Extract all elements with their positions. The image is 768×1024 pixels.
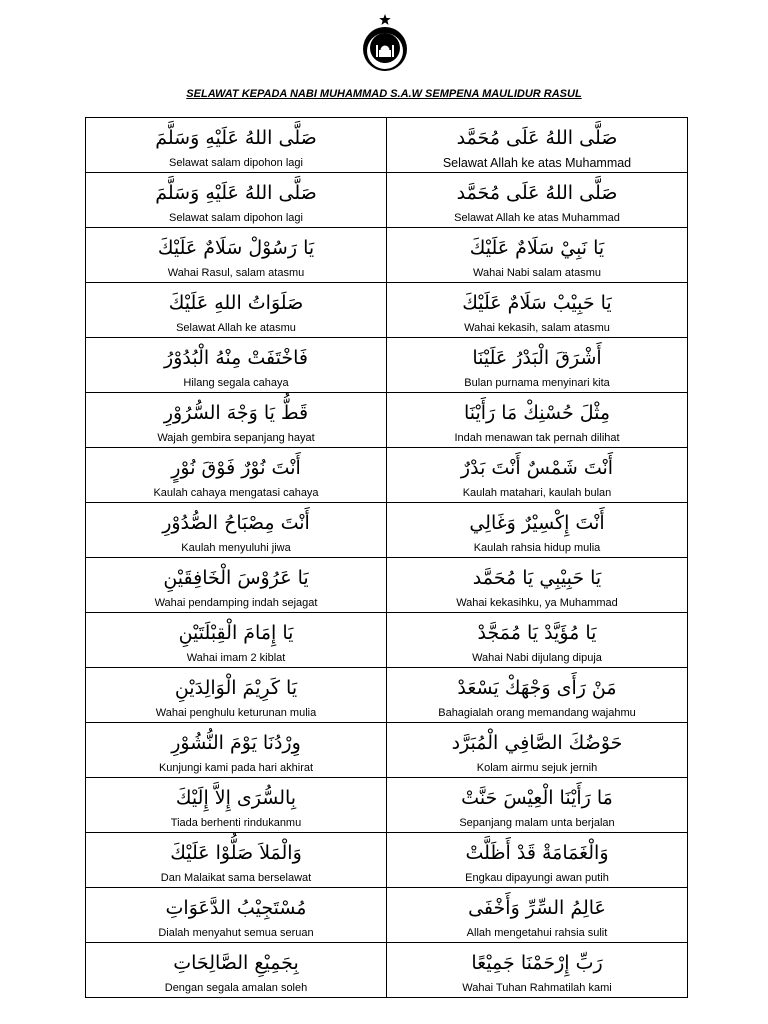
malay-translation: Kolam airmu sejuk jernih [476,762,598,774]
arabic-verse: يَا إِمَامَ الْقِبْلَتَيْنِ [178,622,294,644]
right-cell [387,723,688,778]
left-cell [86,118,387,173]
malay-translation: Kaulah matahari, kaulah bulan [462,487,612,499]
arabic-verse: فَاخْتَفَتْ مِنْهُ الْبُدُوْرُ [164,347,308,369]
left-cell [86,778,387,833]
arabic-verse: رَبِّ إِرْحَمْنَا جَمِيْعًا [471,952,603,974]
arabic-verse: صَلَّى اللهُ عَلَى مُحَمَّد [456,127,618,149]
left-cell [86,283,387,338]
malay-translation: Bulan purnama menyinari kita [464,377,610,389]
malay-translation: Dialah menyahut semua seruan [158,927,314,939]
right-cell [387,228,688,283]
left-cell [86,503,387,558]
left-cell [86,668,387,723]
malay-translation: Kaulah rahsia hidup mulia [473,542,601,554]
arabic-verse: قَطُّ يَا وَجْهَ السُّرُوْرِ [163,402,309,424]
arabic-verse: مُسْتَجِيْبُ الدَّعَوَاتِ [165,897,307,919]
arabic-verse: صَلَّى اللهُ عَلَيْهِ وَسَلَّمَ [155,127,317,149]
arabic-verse: وَالْغَمَامَةْ قَدْ أَظَلَّتْ [465,842,609,864]
malay-translation: Selawat salam dipohon lagi [169,212,303,224]
left-cell [86,833,387,888]
table-row [86,173,688,228]
malay-translation: Selawat Allah ke atasmu [176,322,296,334]
malay-translation: Kaulah menyuluhi jiwa [181,542,291,554]
crescent-star-mosque-emblem-icon [355,12,415,72]
left-cell [86,393,387,448]
arabic-verse: يَا كَرِيْمَ الْوَالِدَيْنِ [174,677,298,699]
right-cell [387,613,688,668]
arabic-verse: يَا عَرُوْسَ الْخَافِقَيْنِ [163,567,309,589]
table-row [86,228,688,283]
table-row [86,503,688,558]
table-row [86,283,688,338]
arabic-verse: يَا نَبِيْ سَلَامٌ عَلَيْكَ [469,237,605,259]
arabic-verse: عَالِمُ السِّرِّ وَأَخْفَى [468,897,606,919]
right-cell [387,338,688,393]
right-cell [387,118,688,173]
malay-translation: Wahai pendamping indah sejagat [154,597,318,609]
right-cell [387,778,688,833]
selawat-table [85,117,688,998]
malay-translation: Selawat salam dipohon lagi [169,157,303,169]
arabic-verse: أَنْتَ شَمْسٌ أَنْتَ بَدْرٌ [460,457,614,479]
table-row [86,668,688,723]
arabic-verse: بِالسُّرَى إِلاَّ إِلَيْكَ [175,787,297,809]
document-title: SELAWAT KEPADA NABI MUHAMMAD S.A.W SEMPENA MAULIDUR RASUL [186,88,582,100]
table-row [86,558,688,613]
arabic-verse: وَالْمَلاَ صَلُّوْا عَلَيْكَ [170,842,302,864]
malay-translation: Engkau dipayungi awan putih [465,872,609,884]
arabic-verse: بِجَمِيْعِ الصَّالِحَاتِ [173,952,299,974]
right-cell [387,173,688,228]
arabic-verse: يَا رَسُوْلْ سَلَامٌ عَلَيْكَ [157,237,315,259]
table-row [86,723,688,778]
table-row [86,338,688,393]
malay-translation: Indah menawan tak pernah dilihat [454,432,620,444]
left-cell [86,448,387,503]
arabic-verse: صَلَوَاتُ اللهِ عَلَيْكَ [168,292,304,314]
left-cell [86,613,387,668]
malay-translation: Kaulah cahaya mengatasi cahaya [153,487,319,499]
arabic-verse: يَا حَبِيْبْ سَلَامٌ عَلَيْكَ [462,292,612,314]
right-cell [387,833,688,888]
arabic-verse: مَا رَأَيْنَا الْعِيْسَ حَنَّتْ [461,787,613,809]
right-cell [387,283,688,338]
table-row [86,833,688,888]
malay-translation: Sepanjang malam unta berjalan [459,817,615,829]
table-row [86,118,688,173]
malay-translation: Wahai kekasihku, ya Muhammad [456,597,618,609]
right-cell [387,448,688,503]
left-cell [86,943,387,998]
arabic-verse: أَشْرَقَ الْبَدْرُ عَلَيْنَا [472,347,602,369]
malay-translation: Wahai imam 2 kiblat [186,652,286,664]
table-row [86,613,688,668]
malay-translation: Wahai Rasul, salam atasmu [167,267,305,279]
left-cell [86,173,387,228]
arabic-verse: يَا مُؤَيَّدْ يَا مُمَجَّدْ [477,622,597,644]
right-cell [387,888,688,943]
table-row [86,888,688,943]
right-cell [387,393,688,448]
arabic-verse: صَلَّى اللهُ عَلَيْهِ وَسَلَّمَ [155,182,317,204]
table-row [86,448,688,503]
malay-translation: Wahai Nabi dijulang dipuja [472,652,602,664]
right-cell [387,668,688,723]
malay-translation: Tiada berhenti rindukanmu [170,817,302,829]
left-cell [86,558,387,613]
arabic-verse: يَا حَبِيْبِي يَا مُحَمَّد [472,567,602,589]
left-cell [86,888,387,943]
malay-translation: Dengan segala amalan soleh [164,982,308,994]
arabic-verse: حَوْضُكَ الصَّافِي الْمُبَرَّد [451,732,623,754]
arabic-verse: مِثْلَ حُسْنِكْ مَا رَأَيْنَا [463,402,611,424]
malay-translation: Wajah gembira sepanjang hayat [157,432,315,444]
arabic-verse: مَنْ رَأَى وَجْهَكْ يَسْعَدْ [457,677,617,699]
right-cell [387,943,688,998]
malay-translation: Dan Malaikat sama berselawat [160,872,312,884]
arabic-verse: أَنْتَ إِكْسِيْرٌ وَغَالِي [469,512,605,534]
malay-translation: Wahai kekasih, salam atasmu [464,322,610,334]
malay-translation: Wahai Nabi salam atasmu [473,267,601,279]
arabic-verse: صَلَّى اللهُ عَلَى مُحَمَّد [456,182,618,204]
table-row [86,943,688,998]
arabic-verse: أَنْتَ نُوْرٌ فَوْقَ نُوْرٍ [171,457,301,479]
arabic-verse: وِرْدُنَا يَوْمَ النُّشُوْرِ [171,732,301,754]
left-cell [86,228,387,283]
malay-translation: Allah mengetahui rahsia sulit [466,927,608,939]
left-cell [86,338,387,393]
malay-translation: Wahai Tuhan Rahmatilah kami [462,982,612,994]
malay-translation: Hilang segala cahaya [183,377,289,389]
right-cell [387,558,688,613]
malay-translation: Selawat Allah ke atas Muhammad [454,212,620,224]
malay-translation: Wahai penghulu keturunan mulia [155,707,317,719]
table-row [86,393,688,448]
table-row [86,778,688,833]
malay-translation: Bahagialah orang memandang wajahmu [438,707,636,719]
right-cell [387,503,688,558]
malay-translation: Kunjungi kami pada hari akhirat [158,762,314,774]
arabic-verse: أَنْتَ مِصْبَاحُ الصُّدُوْرِ [162,512,310,534]
left-cell [86,723,387,778]
malay-translation: Selawat Allah ke atas Muhammad [442,156,632,170]
